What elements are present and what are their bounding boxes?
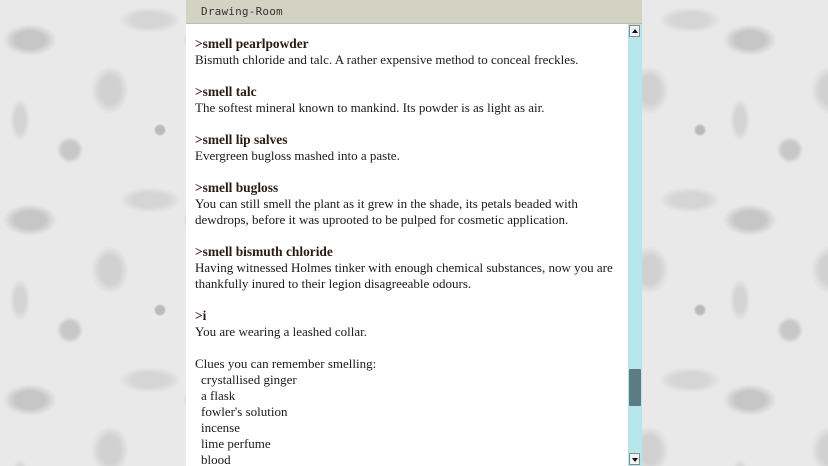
transcript-entry	[195, 244, 620, 292]
clues-list	[195, 356, 620, 466]
transcript-entry	[195, 84, 620, 116]
arrow-up-icon	[632, 29, 638, 33]
command-echo: >smell talc	[195, 84, 257, 99]
clue-item: blood	[201, 452, 231, 466]
clue-item: incense	[201, 420, 240, 435]
arrow-down-icon	[632, 458, 638, 462]
clue-item: lime perfume	[201, 436, 271, 451]
game-window	[186, 0, 642, 466]
transcript-entry	[195, 180, 620, 228]
command-echo: >smell lip salves	[195, 132, 288, 147]
response-text: You are wearing a leashed collar.	[195, 324, 367, 339]
transcript-entry	[195, 308, 620, 340]
scroll-thumb[interactable]	[629, 369, 641, 406]
response-text: Evergreen bugloss mashed into a paste.	[195, 148, 400, 163]
response-text: The softest mineral known to mankind. Its powder is as light as air.	[195, 100, 545, 115]
response-text: Having witnessed Holmes tinker with enough chemical substances, now you are thankfully inured to their legion disagreeable odours.	[195, 260, 613, 291]
vertical-scrollbar[interactable]	[628, 24, 642, 466]
transcript-entry	[195, 36, 620, 68]
command-echo: >smell bismuth chloride	[195, 244, 333, 259]
transcript-entry	[195, 132, 620, 164]
clue-item: fowler's solution	[201, 404, 288, 419]
location-title: Drawing-Room	[201, 5, 283, 18]
response-text: Bismuth chloride and talc. A rather expensive method to conceal freckles.	[195, 52, 579, 67]
transcript	[195, 36, 620, 466]
clue-item: a flask	[201, 388, 236, 403]
command-echo: >smell pearlpowder	[195, 36, 309, 51]
scroll-up-button[interactable]	[629, 25, 640, 37]
clues-heading: Clues you can remember smelling:	[195, 356, 377, 371]
response-text: You can still smell the plant as it grew in the shade, its petals beaded with dewdrops, before it was uprooted to be pulped for cosmetic application.	[195, 196, 578, 227]
command-echo: >i	[195, 308, 207, 323]
wallpaper-left	[0, 0, 186, 466]
scroll-down-button[interactable]	[629, 453, 640, 465]
clue-item: crystallised ginger	[201, 372, 297, 387]
wallpaper-right	[642, 0, 828, 466]
command-echo: >smell bugloss	[195, 180, 279, 195]
title-bar	[186, 0, 642, 24]
